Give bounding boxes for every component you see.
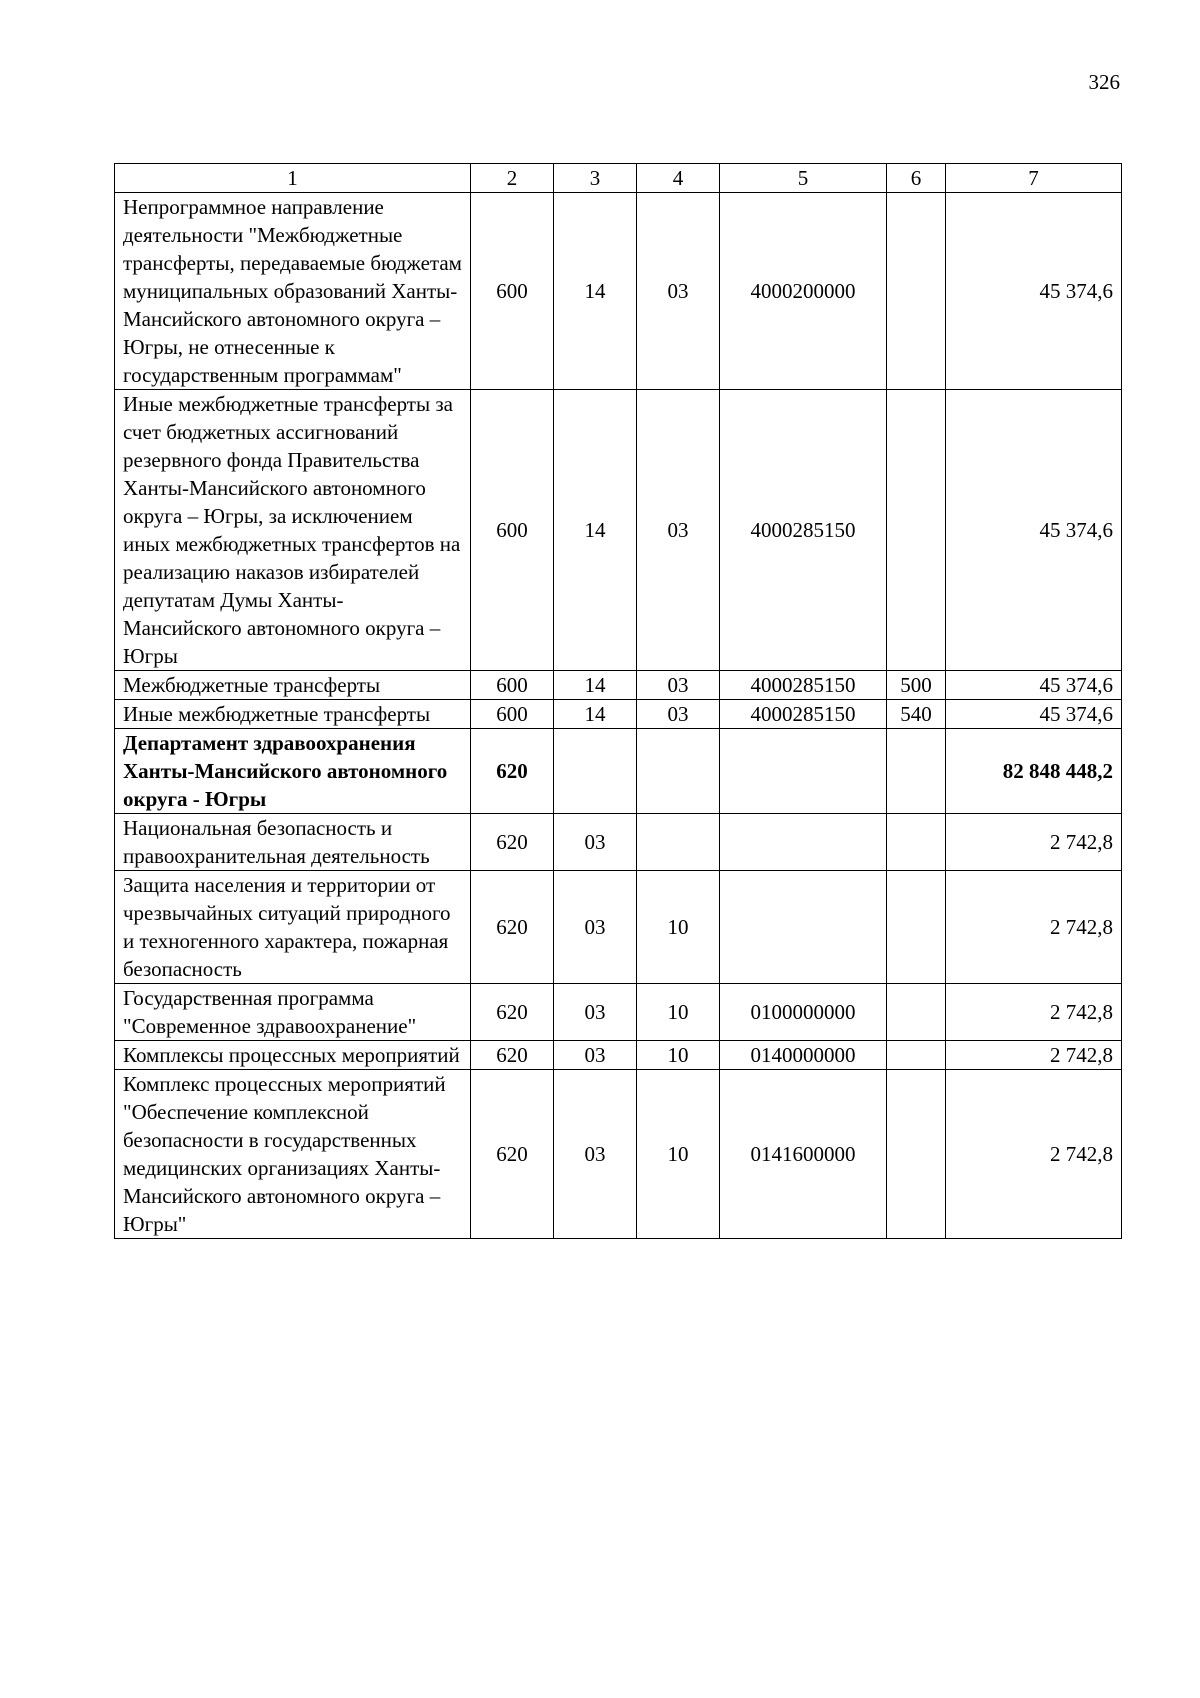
row-ved: 600 <box>471 671 554 700</box>
row-pr: 03 <box>637 193 720 390</box>
row-ved: 600 <box>471 390 554 671</box>
row-ved: 620 <box>471 814 554 871</box>
table-row-department <box>115 729 1122 814</box>
row-ved: 620 <box>471 729 554 814</box>
table-row <box>115 814 1122 871</box>
row-vr <box>887 193 946 390</box>
row-csr: 4000285150 <box>720 700 887 729</box>
row-name: Иные межбюджетные трансферты за счет бюджетных ассигнований резервного фонда Правительства Ханты-Мансийского автономного округа – Югры, за исключением иных межбюджетных трансфертов на реализацию наказов избирателей депутатам Думы Ханты-Мансийского автономного округа – Югры <box>115 390 471 671</box>
row-ved: 620 <box>471 871 554 984</box>
row-rz: 03 <box>554 814 637 871</box>
row-vr <box>887 1041 946 1070</box>
row-pr: 10 <box>637 984 720 1041</box>
row-vr: 540 <box>887 700 946 729</box>
row-rz: 14 <box>554 390 637 671</box>
row-name: Защита населения и территории от чрезвычайных ситуаций природного и техногенного характера, пожарная безопасность <box>115 871 471 984</box>
row-pr: 10 <box>637 1070 720 1239</box>
row-csr: 0100000000 <box>720 984 887 1041</box>
table-header-row <box>115 164 1122 193</box>
page-number: 326 <box>1088 70 1120 94</box>
row-vr: 500 <box>887 671 946 700</box>
row-sum: 2 742,8 <box>946 984 1122 1041</box>
row-rz: 14 <box>554 700 637 729</box>
row-name: Департамент здравоохранения Ханты-Мансийского автономного округа - Югры <box>115 729 471 814</box>
row-csr: 4000285150 <box>720 671 887 700</box>
column-header-5: 5 <box>720 164 887 193</box>
row-rz: 03 <box>554 1070 637 1239</box>
row-csr: 4000285150 <box>720 390 887 671</box>
row-rz: 14 <box>554 671 637 700</box>
row-csr <box>720 814 887 871</box>
row-vr <box>887 729 946 814</box>
row-name: Комплекс процессных мероприятий "Обеспечение комплексной безопасности в государственных медицинских организациях Ханты-Мансийского автономного округа – Югры" <box>115 1070 471 1239</box>
row-ved: 620 <box>471 1041 554 1070</box>
table-row <box>115 671 1122 700</box>
row-ved: 600 <box>471 700 554 729</box>
row-sum: 2 742,8 <box>946 1041 1122 1070</box>
row-sum: 2 742,8 <box>946 871 1122 984</box>
table-row <box>115 871 1122 984</box>
row-name: Межбюджетные трансферты <box>115 671 471 700</box>
row-name: Государственная программа "Современное здравоохранение" <box>115 984 471 1041</box>
row-name: Непрограммное направление деятельности "Межбюджетные трансферты, передаваемые бюджетам муниципальных образований Ханты-Мансийского автономного округа – Югры, не отнесенные к государственным программам" <box>115 193 471 390</box>
row-sum: 2 742,8 <box>946 1070 1122 1239</box>
column-header-2: 2 <box>471 164 554 193</box>
table-row <box>115 1041 1122 1070</box>
row-csr <box>720 871 887 984</box>
row-rz: 03 <box>554 1041 637 1070</box>
row-sum: 45 374,6 <box>946 700 1122 729</box>
column-header-4: 4 <box>637 164 720 193</box>
row-rz: 03 <box>554 871 637 984</box>
table-row <box>115 984 1122 1041</box>
row-vr <box>887 814 946 871</box>
row-csr: 4000200000 <box>720 193 887 390</box>
column-header-7: 7 <box>946 164 1122 193</box>
row-vr <box>887 390 946 671</box>
column-header-3: 3 <box>554 164 637 193</box>
row-name: Иные межбюджетные трансферты <box>115 700 471 729</box>
row-vr <box>887 1070 946 1239</box>
row-vr <box>887 984 946 1041</box>
budget-table <box>114 163 1122 1239</box>
row-ved: 620 <box>471 1070 554 1239</box>
row-sum: 82 848 448,2 <box>946 729 1122 814</box>
row-pr: 10 <box>637 871 720 984</box>
row-pr: 03 <box>637 390 720 671</box>
row-csr: 0141600000 <box>720 1070 887 1239</box>
table-row <box>115 1070 1122 1239</box>
row-ved: 620 <box>471 984 554 1041</box>
row-csr: 0140000000 <box>720 1041 887 1070</box>
row-ved: 600 <box>471 193 554 390</box>
table-row <box>115 700 1122 729</box>
table-row <box>115 193 1122 390</box>
column-header-1: 1 <box>115 164 471 193</box>
row-rz <box>554 729 637 814</box>
row-rz: 14 <box>554 193 637 390</box>
table-row <box>115 390 1122 671</box>
column-header-6: 6 <box>887 164 946 193</box>
row-sum: 45 374,6 <box>946 193 1122 390</box>
row-sum: 45 374,6 <box>946 390 1122 671</box>
row-pr: 10 <box>637 1041 720 1070</box>
row-pr: 03 <box>637 700 720 729</box>
row-name: Национальная безопасность и правоохранительная деятельность <box>115 814 471 871</box>
row-rz: 03 <box>554 984 637 1041</box>
row-csr <box>720 729 887 814</box>
row-sum: 2 742,8 <box>946 814 1122 871</box>
row-pr <box>637 814 720 871</box>
row-sum: 45 374,6 <box>946 671 1122 700</box>
row-vr <box>887 871 946 984</box>
row-name: Комплексы процессных мероприятий <box>115 1041 471 1070</box>
row-pr: 03 <box>637 671 720 700</box>
row-pr <box>637 729 720 814</box>
